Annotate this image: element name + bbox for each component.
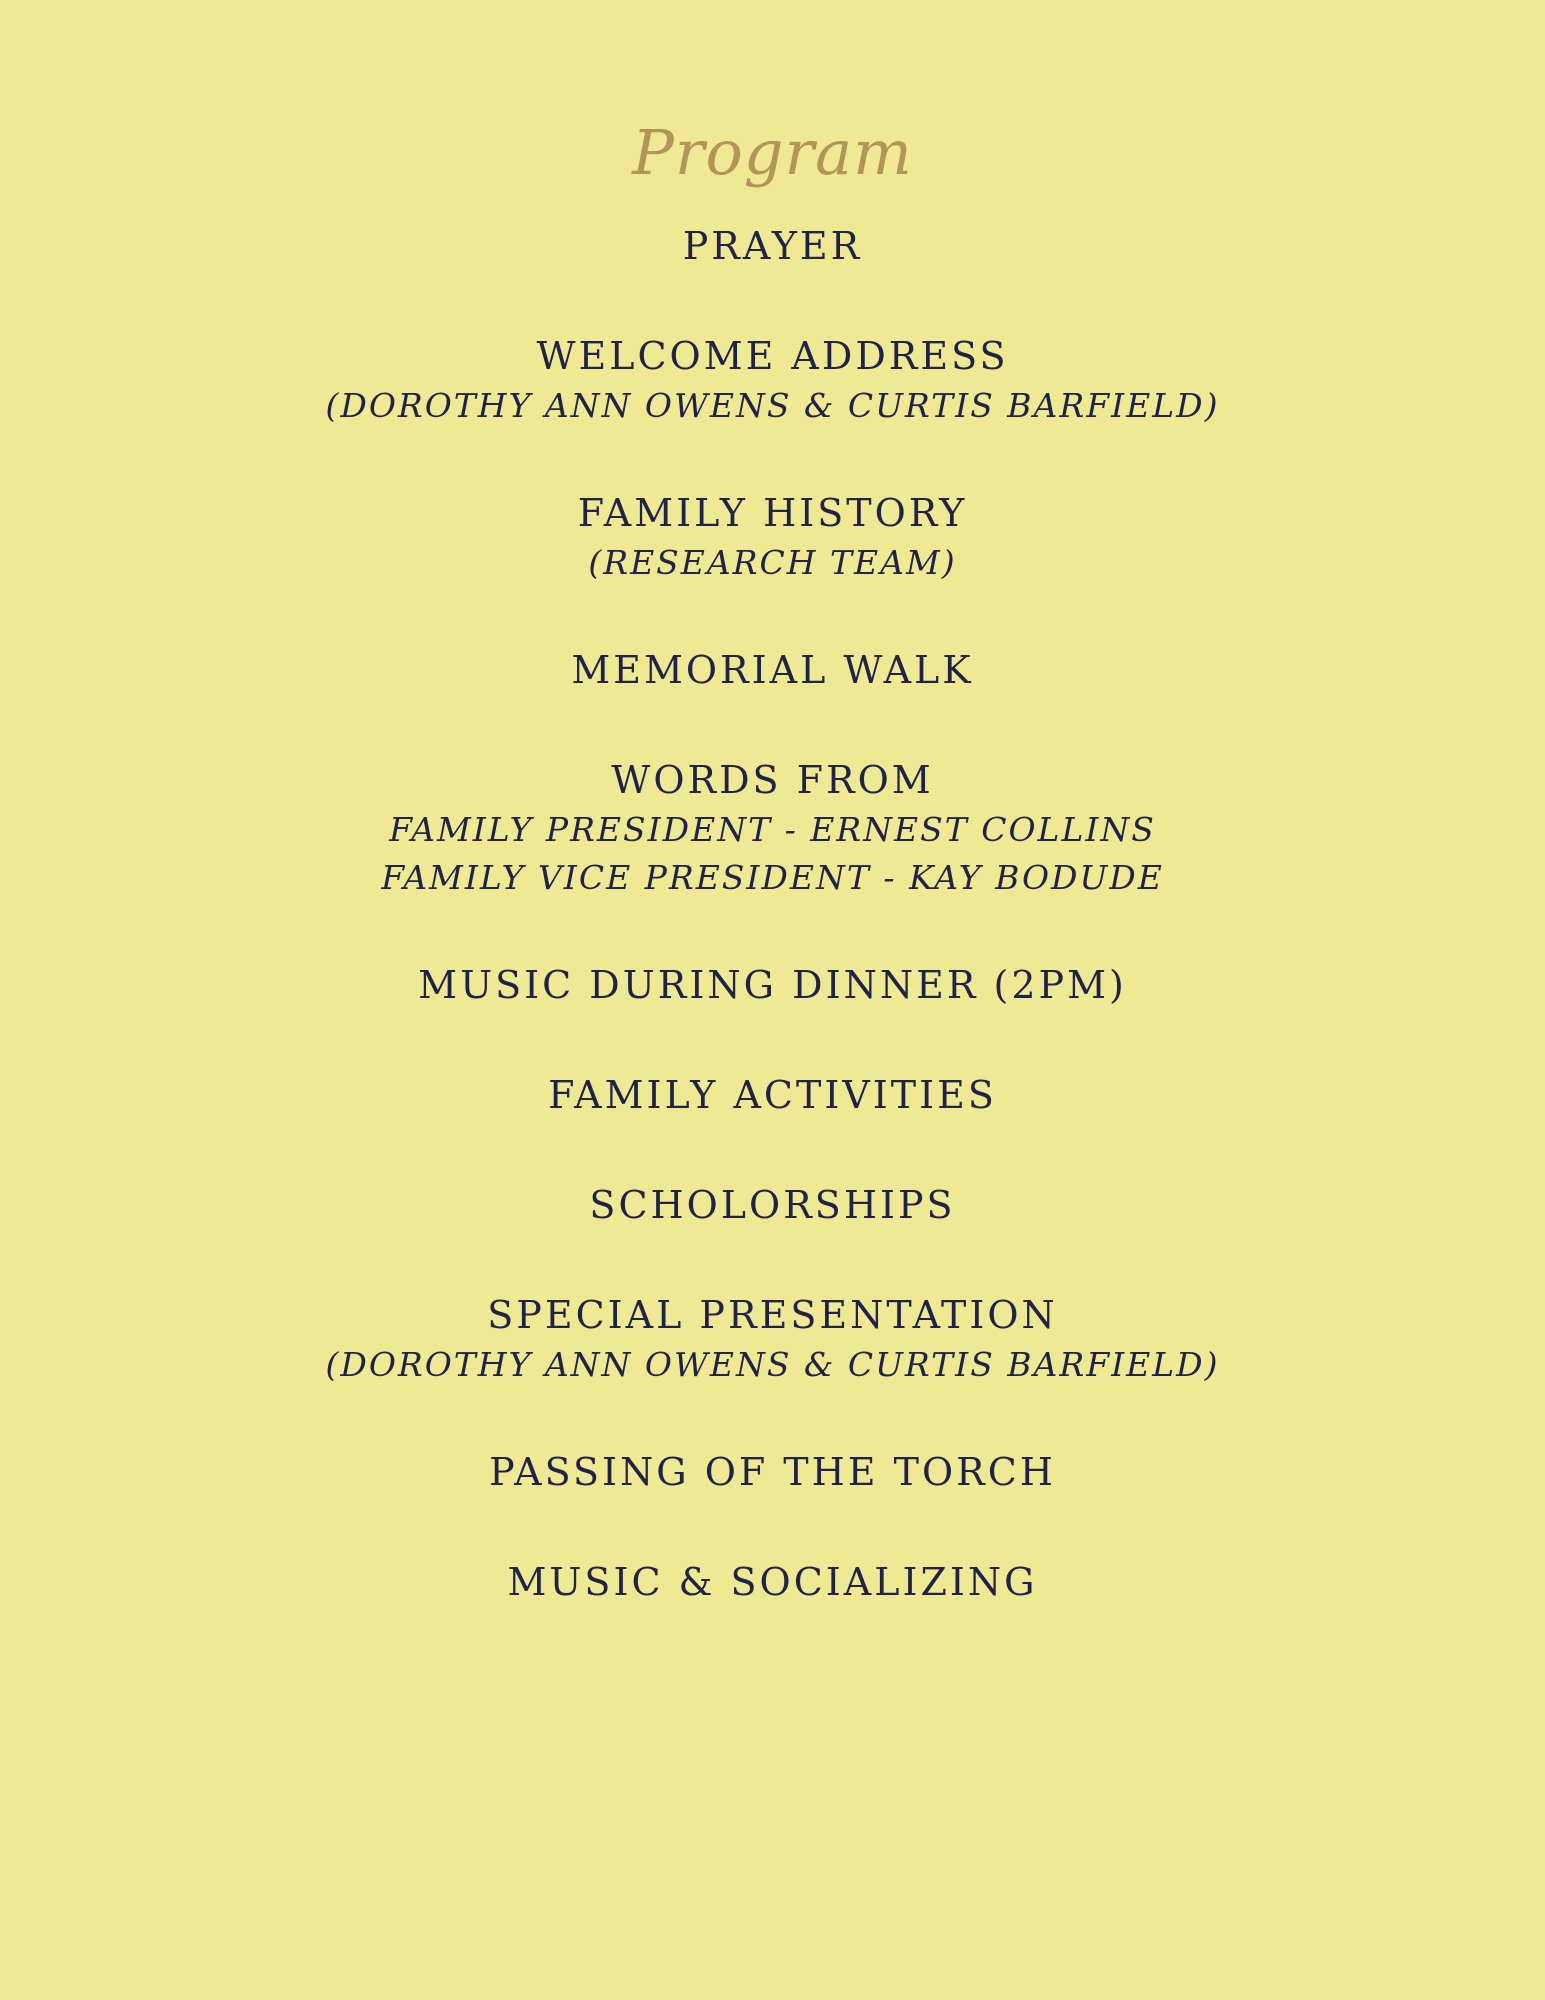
program-item-family-activities: FAMILY ACTIVITIES <box>548 1073 997 1117</box>
program-item-memorial-walk: MEMORIAL WALK <box>571 648 974 692</box>
program-item-family-history: FAMILY HISTORY <box>577 491 968 535</box>
welcome-address-presenters: (DOROTHY ANN OWENS & CURTIS BARFIELD) <box>325 386 1220 425</box>
program-item-prayer: PRAYER <box>682 224 863 268</box>
words-from-family-president: FAMILY PRESIDENT - ERNEST COLLINS <box>389 810 1156 849</box>
program-item-passing-of-the-torch: PASSING OF THE TORCH <box>489 1450 1056 1494</box>
program-item-scholorships: SCHOLORSHIPS <box>589 1183 956 1227</box>
family-history-presenters: (RESEARCH TEAM) <box>588 543 957 582</box>
program-item-welcome-address: WELCOME ADDRESS <box>536 334 1009 378</box>
program-item-special-presentation: SPECIAL PRESENTATION <box>487 1293 1058 1337</box>
program-item-words-from: WORDS FROM <box>611 758 934 802</box>
special-presentation-presenters: (DOROTHY ANN OWENS & CURTIS BARFIELD) <box>325 1345 1220 1384</box>
program-title: Program <box>632 116 913 189</box>
program-item-music-and-socializing: MUSIC & SOCIALIZING <box>507 1560 1038 1604</box>
words-from-family-vice-president: FAMILY VICE PRESIDENT - KAY BODUDE <box>381 858 1164 897</box>
program-item-music-during-dinner: MUSIC DURING DINNER (2PM) <box>418 963 1127 1007</box>
